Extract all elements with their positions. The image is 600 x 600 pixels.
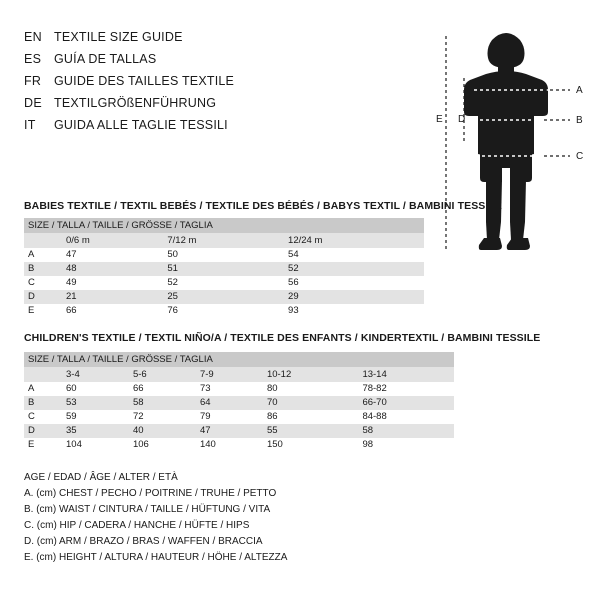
babies-cell-1-2: 52: [284, 262, 424, 276]
children-cell-4-3: 150: [263, 438, 359, 452]
children-section-heading: CHILDREN'S TEXTILE / TEXTIL NIÑO/A / TEXTILE DES ENFANTS / KINDERTEXTIL / BAMBINI TESSILE: [24, 332, 541, 344]
legend-line-b: B. (cm) WAIST / CINTURA / TAILLE / HÜFTUNG / VITA: [24, 504, 271, 515]
legend-line-e: E. (cm) HEIGHT / ALTURA / HAUTEUR / HÖHE / ALTEZZA: [24, 552, 288, 563]
children-row-key-0: A: [24, 382, 62, 396]
table-row: [24, 382, 454, 396]
children-cell-0-3: 80: [263, 382, 359, 396]
babies-size-label-row: [24, 218, 424, 233]
children-col-4: 13-14: [358, 367, 454, 382]
title-block: [24, 30, 324, 140]
children-cell-4-2: 140: [196, 438, 263, 452]
marker-label-d: D: [458, 114, 466, 125]
marker-label-a: A: [576, 85, 583, 96]
babies-column-header-row: [24, 233, 424, 248]
title-text-it: GUIDA ALLE TAGLIE TESSILI: [54, 118, 228, 132]
children-cell-1-1: 58: [129, 396, 196, 410]
legend-line-d: D. (cm) ARM / BRAZO / BRAS / WAFFEN / BRACCIA: [24, 536, 263, 547]
babies-cell-3-1: 25: [163, 290, 284, 304]
table-row: [24, 276, 424, 290]
title-row-fr: [24, 74, 324, 92]
babies-row-key-3: D: [24, 290, 62, 304]
marker-label-e: E: [436, 114, 443, 125]
babies-cell-2-2: 56: [284, 276, 424, 290]
silhouette-body: [464, 33, 548, 250]
table-row: [24, 262, 424, 276]
children-size-label-row: [24, 352, 454, 367]
child-silhouette-figure: [430, 22, 590, 262]
babies-col-0: 0/6 m: [62, 233, 163, 248]
babies-cell-1-1: 51: [163, 262, 284, 276]
title-lang-es: ES: [24, 52, 42, 66]
babies-cell-0-1: 50: [163, 248, 284, 262]
children-cell-4-1: 106: [129, 438, 196, 452]
children-cell-3-2: 47: [196, 424, 263, 438]
children-cell-4-4: 98: [358, 438, 454, 452]
babies-cell-1-0: 48: [62, 262, 163, 276]
title-text-es: GUÍA DE TALLAS: [54, 52, 157, 66]
silhouette-svg: [430, 22, 590, 262]
children-cell-3-4: 58: [358, 424, 454, 438]
title-lang-en: EN: [24, 30, 42, 44]
babies-cell-2-0: 49: [62, 276, 163, 290]
children-row-key-3: D: [24, 424, 62, 438]
babies-cell-3-2: 29: [284, 290, 424, 304]
legend-line-age: AGE / EDAD / ÂGE / ALTER / ETÀ: [24, 472, 178, 483]
children-cell-2-1: 72: [129, 410, 196, 424]
children-cell-3-3: 55: [263, 424, 359, 438]
table-row: [24, 396, 454, 410]
children-cell-1-2: 64: [196, 396, 263, 410]
children-row-key-2: C: [24, 410, 62, 424]
children-row-key-4: E: [24, 438, 62, 452]
marker-label-b: B: [576, 115, 583, 126]
babies-cell-4-0: 66: [62, 304, 163, 318]
babies-row-key-1: B: [24, 262, 62, 276]
babies-cell-2-1: 52: [163, 276, 284, 290]
children-column-header-row: [24, 367, 454, 382]
title-text-en: TEXTILE SIZE GUIDE: [54, 30, 183, 44]
children-cell-1-3: 70: [263, 396, 359, 410]
table-row: [24, 290, 424, 304]
babies-row-key-4: E: [24, 304, 62, 318]
babies-section-heading: BABIES TEXTILE / TEXTIL BEBÉS / TEXTILE DES BÉBÉS / BABYS TEXTIL / BAMBINI TESSILE: [24, 200, 503, 212]
title-text-de: TEXTILGRÖßENFÜHRUNG: [54, 96, 217, 110]
children-size-table: [24, 352, 454, 452]
table-row: [24, 438, 454, 452]
babies-row-key-2: C: [24, 276, 62, 290]
children-cell-0-2: 73: [196, 382, 263, 396]
title-lang-de: DE: [24, 96, 42, 110]
children-cell-4-0: 104: [62, 438, 129, 452]
babies-cell-4-1: 76: [163, 304, 284, 318]
title-row-en: [24, 30, 324, 48]
children-cell-1-4: 66-70: [358, 396, 454, 410]
title-text-fr: GUIDE DES TAILLES TEXTILE: [54, 74, 235, 88]
legend-line-c: C. (cm) HIP / CADERA / HANCHE / HÜFTE / HIPS: [24, 520, 250, 531]
babies-col-1: 7/12 m: [163, 233, 284, 248]
title-row-it: [24, 118, 324, 136]
babies-size-table: [24, 218, 424, 318]
children-cell-3-0: 35: [62, 424, 129, 438]
title-row-de: [24, 96, 324, 114]
children-col-blank: [24, 367, 62, 382]
table-row: [24, 304, 424, 318]
children-cell-1-0: 53: [62, 396, 129, 410]
title-lang-fr: FR: [24, 74, 42, 88]
children-col-2: 7-9: [196, 367, 263, 382]
children-row-key-1: B: [24, 396, 62, 410]
babies-col-2: 12/24 m: [284, 233, 424, 248]
children-cell-0-0: 60: [62, 382, 129, 396]
babies-cell-0-2: 54: [284, 248, 424, 262]
babies-cell-3-0: 21: [62, 290, 163, 304]
children-cell-2-0: 59: [62, 410, 129, 424]
table-row: [24, 248, 424, 262]
title-lang-it: IT: [24, 118, 36, 132]
title-row-es: [24, 52, 324, 70]
children-cell-2-2: 79: [196, 410, 263, 424]
children-col-3: 10-12: [263, 367, 359, 382]
children-cell-2-4: 84-88: [358, 410, 454, 424]
babies-size-label: SIZE / TALLA / TAILLE / GRÖSSE / TAGLIA: [24, 218, 424, 233]
children-col-0: 3-4: [62, 367, 129, 382]
children-cell-0-4: 78-82: [358, 382, 454, 396]
babies-cell-4-2: 93: [284, 304, 424, 318]
legend-line-a: A. (cm) CHEST / PECHO / POITRINE / TRUHE / PETTO: [24, 488, 277, 499]
children-cell-2-3: 86: [263, 410, 359, 424]
table-row: [24, 410, 454, 424]
children-cell-0-1: 66: [129, 382, 196, 396]
babies-cell-0-0: 47: [62, 248, 163, 262]
table-row: [24, 424, 454, 438]
children-size-label: SIZE / TALLA / TAILLE / GRÖSSE / TAGLIA: [24, 352, 454, 367]
children-cell-3-1: 40: [129, 424, 196, 438]
babies-row-key-0: A: [24, 248, 62, 262]
babies-col-blank: [24, 233, 62, 248]
marker-label-c: C: [576, 151, 584, 162]
children-col-1: 5-6: [129, 367, 196, 382]
measurement-legend: [24, 470, 424, 566]
